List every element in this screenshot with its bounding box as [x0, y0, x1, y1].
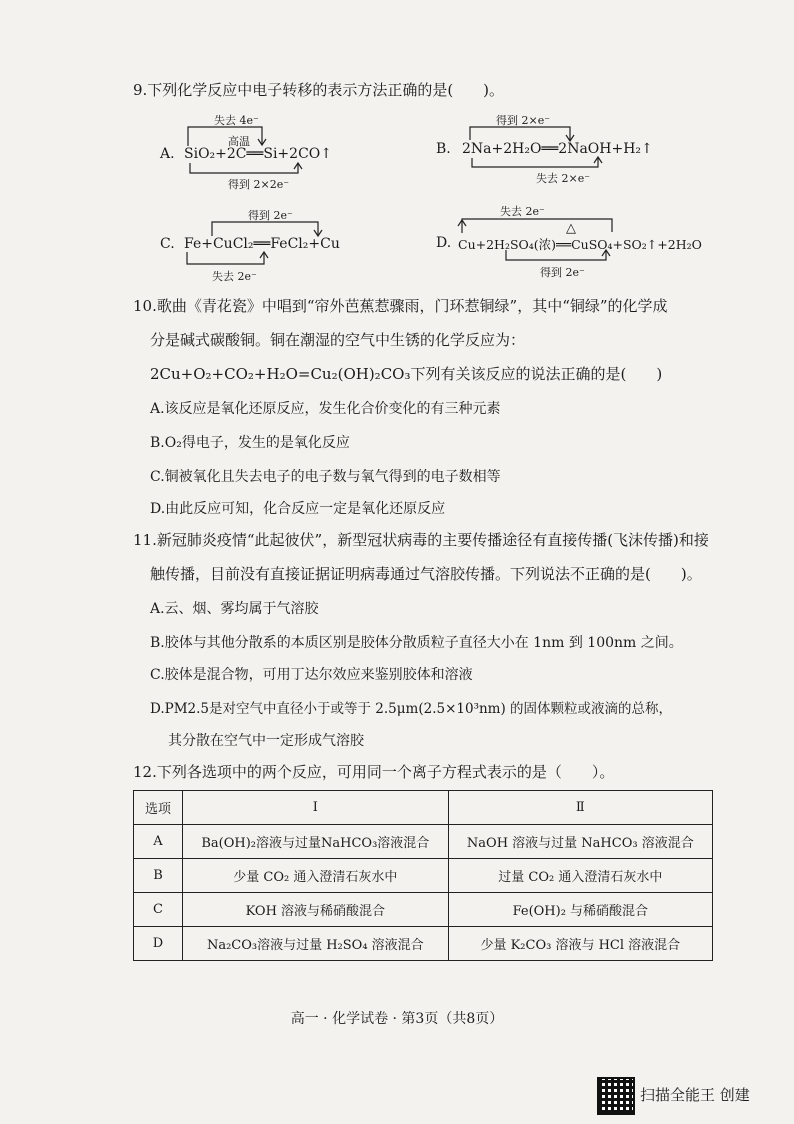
- q9-option-b-label: B.: [436, 141, 451, 157]
- q9-option-d-equation: Cu+2H₂SO₄(浓)══CuSO₄+SO₂↑+2H₂O: [458, 237, 702, 252]
- q10-option-a: A.该反应是氧化还原反应，发生化合价变化的有三种元素: [150, 401, 501, 417]
- table-row: [134, 859, 713, 893]
- q10-stem-line1: 10.歌曲《青花瓷》中唱到“帘外芭蕉惹骤雨，门环惹铜绿”，其中“铜绿”的化学成: [133, 297, 668, 315]
- qr-code-icon: [597, 1077, 635, 1115]
- q9-stem: 9.下列化学反应中电子转移的表示方法正确的是( )。: [133, 81, 505, 99]
- q9-option-b-equation: 2Na+2H₂O══2NaOH+H₂↑: [462, 141, 653, 157]
- table-header-row: [134, 791, 713, 825]
- row-col1: Na₂CO₃溶液与过量 H₂SO₄ 溶液混合: [183, 927, 449, 961]
- q9-option-d-bottom-label: 得到 2e⁻: [540, 266, 585, 279]
- q11-stem-line1: 11.新冠肺炎疫情“此起彼伏”，新型冠状病毒的主要传播途径有直接传播(飞沫传播)和接: [133, 531, 709, 549]
- q9-option-d-top-label: 失去 2e⁻: [500, 205, 545, 218]
- q11-option-b: B.胶体与其他分散系的本质区别是胶体分散质粒子直径大小在 1nm 到 100nm 之间。: [150, 635, 683, 651]
- q9-option-b-top-label: 得到 2×e⁻: [496, 114, 551, 127]
- q9-option-b-bottom-label: 失去 2×e⁻: [536, 172, 591, 185]
- row-col1: KOH 溶液与稀硝酸混合: [183, 893, 449, 927]
- table-header-col2: Ⅱ: [448, 791, 712, 825]
- row-col2: 少量 K₂CO₃ 溶液与 HCl 溶液混合: [448, 927, 712, 961]
- row-col2: Fe(OH)₂ 与稀硝酸混合: [448, 893, 712, 927]
- page-footer: 高一 · 化学试卷 · 第3页（共8页）: [290, 1011, 504, 1027]
- q10-option-d: D.由此反应可知，化合反应一定是氧化还原反应: [150, 501, 446, 517]
- table-row: [134, 893, 713, 927]
- q9-option-d-label: D.: [436, 235, 452, 251]
- table-row: [134, 927, 713, 961]
- q11-option-d-line1: D.PM2.5是对空气中直径小于或等于 2.5μm(2.5×10³nm) 的固体颗粒或液滴的总称，: [150, 701, 673, 717]
- q10-stem-line3: 2Cu+O₂+CO₂+H₂O=Cu₂(OH)₂CO₃下列有关该反应的说法正确的是( ): [150, 365, 663, 383]
- row-option: D: [134, 927, 183, 961]
- q11-option-d-line2: 其分散在空气中一定形成气溶胶: [168, 733, 364, 749]
- q10-option-b: B.O₂得电子，发生的是氧化反应: [150, 435, 350, 451]
- q9-option-c-bottom-label: 失去 2e⁻: [212, 270, 257, 283]
- q12-stem: 12.下列各选项中的两个反应，可用同一个离子方程式表示的是（ ）。: [133, 763, 615, 781]
- q11-option-c: C.胶体是混合物，可用丁达尔效应来鉴别胶体和溶液: [150, 667, 473, 683]
- q10-stem-line2: 分是碱式碳酸铜。铜在潮湿的空气中生锈的化学反应为：: [150, 331, 526, 349]
- q9-option-a-equation: SiO₂+2C══Si+2CO↑: [184, 146, 332, 162]
- row-option: B: [134, 859, 183, 893]
- q11-option-a: A.云、烟、雾均属于气溶胶: [150, 601, 319, 617]
- scanner-watermark: 扫描全能王 创建: [640, 1086, 750, 1104]
- table-row: [134, 825, 713, 859]
- table-header-col1: Ⅰ: [183, 791, 449, 825]
- q9-option-d-condition: △: [566, 221, 576, 236]
- row-col1: 少量 CO₂ 通入澄清石灰水中: [183, 859, 449, 893]
- q10-option-c: C.铜被氧化且失去电子的电子数与氧气得到的电子数相等: [150, 469, 501, 485]
- table-header-option: 选项: [134, 791, 183, 825]
- q9-option-c-label: C.: [160, 236, 175, 252]
- row-col1: Ba(OH)₂溶液与过量NaHCO₃溶液混合: [183, 825, 449, 859]
- q11-stem-line2: 触传播，目前没有直接证据证明病毒通过气溶胶传播。下列说法不正确的是( )。: [150, 565, 702, 583]
- q9-option-a-bottom-label: 得到 2×2e⁻: [228, 178, 290, 191]
- row-option: A: [134, 825, 183, 859]
- q9-option-a-label: A.: [160, 146, 175, 162]
- q9-option-a-condition: 高温: [228, 135, 250, 148]
- row-col2: 过量 CO₂ 通入澄清石灰水中: [448, 859, 712, 893]
- q12-options-table: [133, 790, 713, 961]
- q9-option-c-top-label: 得到 2e⁻: [248, 209, 293, 222]
- q9-option-a-top-label: 失去 4e⁻: [214, 114, 259, 127]
- q9-option-c-equation: Fe+CuCl₂══FeCl₂+Cu: [184, 236, 340, 252]
- row-col2: NaOH 溶液与过量 NaHCO₃ 溶液混合: [448, 825, 712, 859]
- row-option: C: [134, 893, 183, 927]
